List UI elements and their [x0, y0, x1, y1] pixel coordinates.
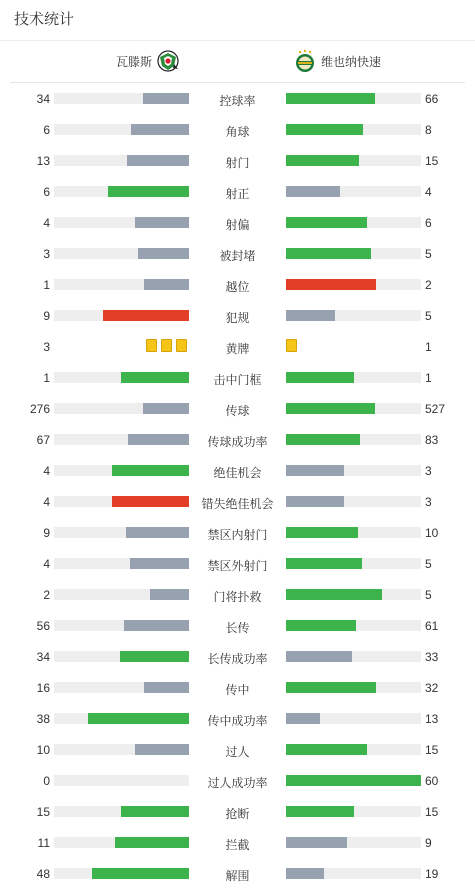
home-bar-track: [54, 310, 189, 321]
away-bar-fill: [286, 620, 356, 631]
home-stat-value: 4: [43, 495, 50, 509]
home-bar-fill: [121, 806, 189, 817]
stat-row: [0, 207, 475, 238]
away-bar-track: [286, 155, 421, 166]
away-stat-value: 3: [425, 495, 432, 509]
home-bar-track: [54, 372, 189, 383]
home-bar-fill: [130, 558, 189, 569]
away-stat-value: 19: [425, 867, 439, 881]
away-bar-fill: [286, 155, 359, 166]
stat-row: [0, 362, 475, 393]
home-stat-value: 67: [36, 433, 50, 447]
home-stat-value: 34: [36, 650, 50, 664]
away-bar-fill: [286, 372, 354, 383]
home-stat-value: 6: [43, 185, 50, 199]
away-bar-track: [286, 589, 421, 600]
away-bar-track: [286, 868, 421, 879]
stat-label: 传球成功率: [207, 435, 268, 449]
yellow-card-icon: [176, 339, 187, 352]
stat-row: [0, 579, 475, 610]
stat-row: [0, 517, 475, 548]
away-stat-value: 5: [425, 588, 432, 602]
home-bar-fill: [108, 186, 189, 197]
stat-label: 黄牌: [225, 342, 250, 356]
home-bar-track: [54, 93, 189, 104]
home-bar-track: [54, 124, 189, 135]
home-bar-fill: [120, 651, 189, 662]
home-bar-fill: [124, 620, 189, 631]
away-stat-value: 66: [425, 92, 439, 106]
stat-row: [0, 796, 475, 827]
home-stat-value: 10: [36, 743, 50, 757]
away-bar-fill: [286, 217, 367, 228]
away-bar-fill: [286, 186, 340, 197]
rapid-wien-crest-icon: [293, 49, 317, 73]
stat-label: 绝佳机会: [213, 466, 262, 480]
home-bar-fill: [126, 527, 189, 538]
home-bar-fill: [112, 496, 189, 507]
home-stat-value: 6: [43, 123, 50, 137]
away-bar-track: [286, 403, 421, 414]
away-stat-value: 5: [425, 247, 432, 261]
home-stat-value: 15: [36, 805, 50, 819]
stat-label: 过人: [225, 745, 250, 759]
stat-label: 禁区外射门: [207, 559, 268, 573]
home-bar-track: [54, 620, 189, 631]
stat-row: [0, 83, 475, 114]
stat-label: 角球: [225, 125, 250, 139]
home-bar-fill: [135, 217, 189, 228]
away-bar-fill: [286, 527, 358, 538]
away-bar-track: [286, 186, 421, 197]
away-bar-fill: [286, 403, 375, 414]
home-bar-fill: [131, 124, 189, 135]
stat-row: [0, 548, 475, 579]
home-bar-fill: [135, 744, 189, 755]
away-bar-track: [286, 248, 421, 259]
away-stat-value: 60: [425, 774, 439, 788]
away-bar-fill: [286, 775, 421, 786]
stat-row: [0, 393, 475, 424]
away-bar-track: [286, 93, 421, 104]
away-bar-track: [286, 310, 421, 321]
away-bar-track: [286, 465, 421, 476]
away-bar-fill: [286, 558, 362, 569]
home-stat-value: 11: [37, 836, 50, 850]
away-stat-value: 1: [425, 371, 432, 385]
stat-row: [0, 238, 475, 269]
home-stat-value: 13: [36, 154, 50, 168]
home-bar-track: [54, 248, 189, 259]
away-bar-track: [286, 620, 421, 631]
page-title: 技术统计: [0, 0, 475, 41]
stat-label: 抢断: [225, 807, 250, 821]
away-bar-fill: [286, 651, 352, 662]
home-bar-fill: [88, 713, 189, 724]
away-bar-fill: [286, 465, 344, 476]
away-bar-track: [286, 558, 421, 569]
home-bar-track: [54, 279, 189, 290]
away-stat-value: 2: [425, 278, 432, 292]
home-stat-value: 0: [43, 774, 50, 788]
home-bar-track: [54, 496, 189, 507]
stat-label: 控球率: [219, 94, 256, 108]
stat-label: 传中: [225, 683, 250, 697]
home-bar-fill: [138, 248, 189, 259]
home-team[interactable]: [116, 41, 180, 81]
away-bar-fill: [286, 310, 335, 321]
stat-row: [0, 703, 475, 734]
away-stat-value: 5: [425, 557, 432, 571]
stat-row: [0, 765, 475, 796]
stat-label: 解围: [225, 869, 250, 883]
stat-row: [0, 269, 475, 300]
home-stat-value: 2: [43, 588, 50, 602]
stat-label: 禁区内射门: [207, 528, 268, 542]
away-bar-track: [286, 806, 421, 817]
away-team[interactable]: [293, 41, 381, 81]
stat-row: [0, 114, 475, 145]
home-stat-value: 56: [36, 619, 50, 633]
home-stat-value: 4: [43, 464, 50, 478]
away-bar-fill: [286, 279, 376, 290]
stat-label: 越位: [225, 280, 250, 294]
home-bar-fill: [103, 310, 189, 321]
home-bar-track: [54, 558, 189, 569]
away-stat-value: 33: [425, 650, 439, 664]
home-bar-fill: [143, 93, 189, 104]
yellow-card-icon: [286, 339, 297, 352]
away-bar-track: [286, 372, 421, 383]
home-stat-value: 9: [43, 309, 50, 323]
home-stat-value: 3: [43, 247, 50, 261]
home-bar-fill: [121, 372, 189, 383]
away-stat-value: 527: [425, 402, 446, 416]
away-stat-value: 8: [425, 123, 432, 137]
away-bar-fill: [286, 248, 371, 259]
stat-label: 射正: [225, 187, 250, 201]
stat-label: 击中门框: [213, 373, 262, 387]
home-bar-track: [54, 651, 189, 662]
stat-row: [0, 672, 475, 703]
stat-label: 传球: [225, 404, 250, 418]
home-stat-value: 4: [43, 216, 50, 230]
home-bar-track: [54, 806, 189, 817]
stat-label: 长传: [225, 621, 250, 635]
away-bar-track: [286, 496, 421, 507]
yellow-card-icon: [161, 339, 172, 352]
away-stat-value: 32: [425, 681, 439, 695]
away-bar-fill: [286, 868, 324, 879]
home-bar-fill: [150, 589, 189, 600]
home-stat-value: 34: [36, 92, 50, 106]
home-stat-value: 38: [36, 712, 50, 726]
home-stat-value: 1: [43, 371, 50, 385]
home-bar-track: [54, 837, 189, 848]
away-bar-track: [286, 837, 421, 848]
home-bar-track: [54, 465, 189, 476]
away-bar-track: [286, 775, 421, 786]
away-bar-fill: [286, 713, 320, 724]
stat-row: [0, 641, 475, 672]
away-stat-value: 10: [425, 526, 439, 540]
home-bar-track: [54, 186, 189, 197]
away-bar-track: [286, 713, 421, 724]
away-stat-value: 1: [425, 340, 432, 354]
away-stat-value: 5: [425, 309, 432, 323]
away-bar-track: [286, 434, 421, 445]
home-bar-track: [54, 682, 189, 693]
home-bar-fill: [128, 434, 189, 445]
home-stat-value: 48: [36, 867, 50, 881]
stat-row: [0, 610, 475, 641]
away-bar-track: [286, 744, 421, 755]
stat-label: 射门: [225, 156, 250, 170]
home-bar-track: [54, 155, 189, 166]
away-stat-value: 83: [425, 433, 439, 447]
home-bar-fill: [144, 279, 189, 290]
home-bar-track: [54, 775, 189, 786]
home-stat-value: 4: [43, 557, 50, 571]
stat-label: 犯规: [225, 311, 250, 325]
home-stat-value: 3: [43, 340, 50, 354]
away-bar-fill: [286, 93, 375, 104]
stat-row: [0, 858, 475, 889]
home-bar-track: [54, 713, 189, 724]
stat-label: 长传成功率: [207, 652, 268, 666]
away-stat-value: 15: [425, 805, 439, 819]
away-stat-value: 15: [425, 743, 439, 757]
away-bar-track: [286, 217, 421, 228]
away-stat-value: 9: [425, 836, 432, 850]
away-bar-track: [286, 527, 421, 538]
stat-label: 传中成功率: [207, 714, 268, 728]
stat-row: [0, 331, 475, 362]
home-bar-fill: [143, 403, 189, 414]
away-bar-track: [286, 651, 421, 662]
away-stat-value: 6: [425, 216, 432, 230]
home-bar-fill: [115, 837, 189, 848]
stat-label: 过人成功率: [207, 776, 268, 790]
stat-label: 拦截: [225, 838, 250, 852]
stat-row: [0, 486, 475, 517]
away-bar-fill: [286, 496, 344, 507]
away-bar-track: [286, 279, 421, 290]
home-bar-track: [54, 217, 189, 228]
home-bar-track: [54, 868, 189, 879]
away-bar-fill: [286, 806, 354, 817]
stat-row: [0, 176, 475, 207]
stat-label: 错失绝佳机会: [201, 497, 274, 511]
away-team-name: 维也纳快速: [321, 54, 382, 69]
home-stat-value: 276: [29, 402, 50, 416]
stat-row: [0, 827, 475, 858]
stat-row: [0, 734, 475, 765]
stat-label: 门将扑救: [213, 590, 262, 604]
away-yellow-cards: [286, 339, 299, 352]
away-bar-fill: [286, 124, 363, 135]
home-bar-track: [54, 403, 189, 414]
away-bar-fill: [286, 589, 382, 600]
home-bar-track: [54, 589, 189, 600]
home-bar-fill: [127, 155, 189, 166]
stat-label: 射偏: [225, 218, 250, 232]
away-stat-value: 61: [425, 619, 439, 633]
home-bar-track: [54, 434, 189, 445]
away-bar-track: [286, 682, 421, 693]
away-bar-fill: [286, 744, 367, 755]
stats-list: [0, 83, 475, 889]
yellow-card-icon: [146, 339, 157, 352]
away-bar-track: [286, 124, 421, 135]
away-bar-fill: [286, 837, 347, 848]
home-stat-value: 16: [36, 681, 50, 695]
away-stat-value: 15: [425, 154, 439, 168]
stat-row: [0, 455, 475, 486]
away-bar-fill: [286, 682, 376, 693]
stat-row: [0, 424, 475, 455]
away-stat-value: 4: [425, 185, 432, 199]
home-stat-value: 9: [43, 526, 50, 540]
home-stat-value: 1: [43, 278, 50, 292]
home-bar-fill: [144, 682, 189, 693]
away-bar-fill: [286, 434, 360, 445]
home-bar-track: [54, 527, 189, 538]
stat-label: 被封堵: [219, 249, 256, 263]
home-bar-fill: [92, 868, 189, 879]
wattens-crest-icon: [156, 49, 180, 73]
home-bar-fill: [112, 465, 189, 476]
home-team-name: 瓦滕斯: [115, 54, 152, 69]
away-stat-value: 13: [425, 712, 439, 726]
stat-row: [0, 300, 475, 331]
away-stat-value: 3: [425, 464, 432, 478]
home-bar-track: [54, 744, 189, 755]
home-yellow-cards: [144, 339, 189, 352]
team-header: [10, 41, 465, 83]
stat-row: [0, 145, 475, 176]
